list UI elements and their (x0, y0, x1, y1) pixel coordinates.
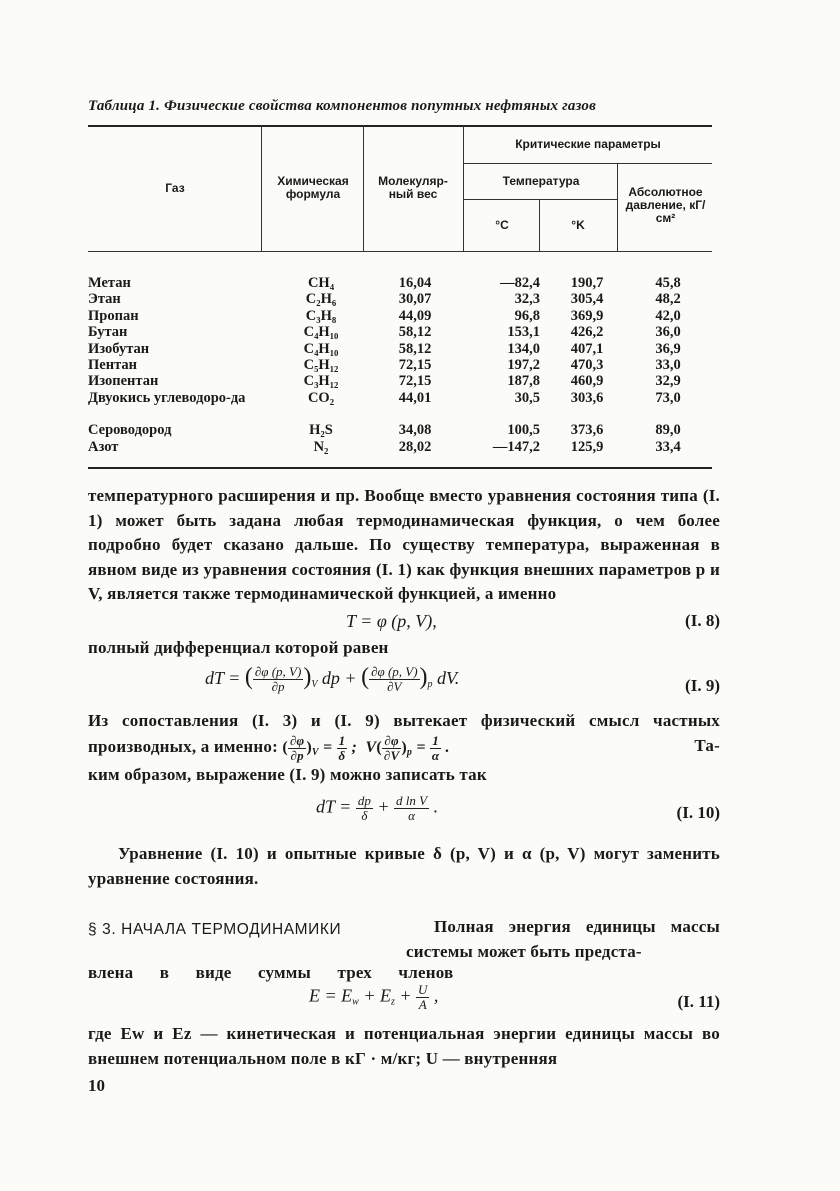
absolute-pressure: 73,0 (655, 389, 681, 406)
table-divider (363, 126, 364, 251)
table-row (88, 291, 712, 307)
temperature-kelvin: 125,9 (570, 438, 604, 455)
temperature-celsius: —82,4 (500, 275, 540, 291)
paragraph-4: Уравнение (I. 10) и опытные кривые δ (p, V) и α (p, V) могут заменить уравнение состояния. (88, 844, 720, 888)
absolute-pressure: 33,0 (655, 356, 681, 373)
table-divider (617, 163, 618, 251)
table-divider (463, 199, 617, 200)
equation-9-number: (I. 9) (685, 676, 720, 695)
chemical-formula: C₃H₁₂ (303, 373, 339, 390)
header-formula: Химическая формула (277, 174, 349, 201)
absolute-pressure: 48,2 (655, 291, 681, 308)
temperature-kelvin: 305,4 (570, 291, 604, 308)
gas-name: Двуокись углеводоро-да (88, 389, 246, 406)
table-divider (463, 126, 464, 251)
molecular-weight: 72,15 (398, 373, 432, 390)
gas-name: Сероводород (88, 422, 172, 439)
equation-11-number: (I. 11) (677, 992, 720, 1011)
chemical-formula: CO₂ (307, 389, 335, 406)
temperature-celsius: 153,1 (507, 324, 540, 341)
gas-name: Бутан (88, 324, 128, 341)
molecular-weight: 44,01 (398, 389, 432, 406)
temperature-kelvin: 460,9 (570, 373, 604, 390)
table-row (88, 275, 712, 291)
table-row (88, 390, 712, 422)
table-row (88, 373, 712, 389)
table-row (88, 324, 712, 340)
table-caption: Таблица 1. Физические свойства компонентов попутных нефтяных газов (88, 98, 596, 114)
paragraph-5-right: Полная энергия единицы массы системы может быть предста- (406, 917, 720, 961)
equation-9: dT = ( $\frac{\partial\varphi (p, V)}{\partial p}$ )$_V$ dp + ( $\frac{\partial\varphi (p, V)}{\partial V}$ )$_p$ dV. (205, 664, 460, 695)
temperature-kelvin: 407,1 (570, 340, 604, 357)
chemical-formula: H₂S (309, 422, 333, 439)
molecular-weight: 44,09 (398, 307, 432, 324)
table-bottom-rule (88, 467, 712, 469)
header-critical: Критические параметры (515, 137, 661, 151)
absolute-pressure: 33,4 (655, 438, 681, 455)
molecular-weight: 58,12 (398, 340, 432, 357)
paragraph-3-hyphen: Та- (694, 735, 720, 755)
table-divider (463, 163, 712, 164)
temperature-celsius: 100,5 (507, 422, 540, 439)
molecular-weight: 28,02 (398, 438, 432, 455)
gas-name: Пропан (88, 307, 139, 324)
equation-8-number: (I. 8) (685, 611, 720, 630)
molecular-weight: 16,04 (398, 275, 432, 291)
table-divider (261, 126, 262, 251)
table-top-rule (88, 125, 712, 127)
header-kelvin: °K (571, 218, 585, 232)
molecular-weight: 30,07 (398, 291, 432, 308)
table-row (88, 308, 712, 324)
chemical-formula: C₂H₆ (305, 291, 337, 308)
table-row (88, 422, 712, 438)
molecular-weight: 72,15 (398, 356, 432, 373)
molecular-weight: 34,08 (398, 422, 432, 439)
table-divider (539, 199, 540, 251)
paragraph-1: температурного расширения и пр. Вообще вместо уравнения состояния типа (I. 1) может быть задана любая термодинамическая функция, о чем более подробно будет сказано дальше. По существу температура, выраженная в явном виде из уравнения состояния (I. 1) как функция внешних параметров p и V, является также термодинамической функцией, а именно (88, 486, 720, 603)
absolute-pressure: 36,0 (655, 324, 681, 341)
gas-name: Азот (88, 438, 119, 455)
absolute-pressure: 36,9 (655, 340, 681, 357)
molecular-weight: 58,12 (398, 324, 432, 341)
absolute-pressure: 89,0 (655, 422, 681, 439)
header-celsius: °C (495, 218, 509, 232)
absolute-pressure: 42,0 (655, 307, 681, 324)
temperature-celsius: 134,0 (507, 340, 540, 357)
temperature-kelvin: 190,7 (570, 275, 604, 291)
temperature-celsius: 96,8 (514, 307, 540, 324)
header-gas: Газ (165, 181, 185, 195)
temperature-kelvin: 470,3 (570, 356, 604, 373)
partial-derivatives: ( $\frac{\partial\varphi}{\partial p}$ )$_V$ = $\frac{1}{\delta}$ ; V( $\frac{\partial\varphi}{\partial V}$ )$_p$ = $\frac{1}{\alpha}$ . (282, 732, 450, 763)
header-pressure: Абсолютное давление, кГ/см² (625, 185, 706, 225)
page-number: 10 (88, 1076, 105, 1095)
absolute-pressure: 32,9 (655, 373, 681, 390)
paragraph-3 (88, 709, 720, 787)
equation-10-number: (I. 10) (676, 803, 720, 822)
paragraph-3-start: Из сопоставления (I. 3) и (I. 9) вытекает физический смысл частных производных, а именно: (88, 711, 720, 756)
gas-name: Изобутан (88, 340, 150, 357)
chemical-formula: C₃H₈ (305, 307, 337, 324)
table-row (88, 357, 712, 373)
temperature-celsius: —147,2 (492, 438, 540, 455)
table-header-rule (88, 251, 712, 252)
chemical-formula: CH₄ (307, 275, 335, 291)
chemical-formula: N₂ (313, 438, 329, 455)
header-mol-weight: Молекуляр-ный вес (378, 174, 448, 201)
chemical-formula: C₄H₁₀ (303, 340, 339, 357)
temperature-celsius: 32,3 (514, 291, 540, 308)
temperature-kelvin: 303,6 (570, 389, 604, 406)
gas-name: Метан (88, 275, 131, 291)
paragraph-3-end: ким образом, выражение (I. 9) можно записать так (88, 764, 487, 784)
chemical-formula: C₅H₁₂ (303, 356, 339, 373)
gas-name: Этан (88, 291, 121, 308)
temperature-kelvin: 373,6 (570, 422, 604, 439)
gas-name: Изопентан (88, 373, 159, 390)
section-heading: § 3. НАЧАЛА ТЕРМОДИНАМИКИ (88, 921, 342, 938)
table-body (88, 275, 712, 455)
table-row (88, 341, 712, 357)
absolute-pressure: 45,8 (655, 275, 681, 291)
temperature-celsius: 197,2 (507, 356, 540, 373)
chemical-formula: C₄H₁₀ (303, 324, 339, 341)
temperature-celsius: 187,8 (507, 373, 540, 390)
temperature-kelvin: 426,2 (570, 324, 604, 341)
paragraph-6: где Ew и Ez — кинетическая и потенциальная энергии единицы массы во внешнем потенциальном поле в кГ · м/кг; U — внутренняя (88, 1024, 720, 1068)
equation-11: $E = E_w + E_z$ + $\frac{U}{A}$ , (309, 982, 439, 1012)
temperature-celsius: 30,5 (514, 389, 540, 406)
paragraph-2: полный дифференциал которой равен (88, 638, 389, 657)
equation-8: T = φ (p, V), (346, 611, 437, 631)
temperature-kelvin: 369,9 (570, 307, 604, 324)
table-row (88, 439, 712, 455)
header-temperature: Температура (502, 174, 580, 188)
gas-name: Пентан (88, 356, 137, 373)
paragraph-5-continued: влена в виде суммы трех членов (88, 963, 454, 982)
equation-10: dT = $\frac{dp}{\delta}$ + $\frac{\text{d ln V}}{\alpha}$ . (316, 793, 439, 823)
